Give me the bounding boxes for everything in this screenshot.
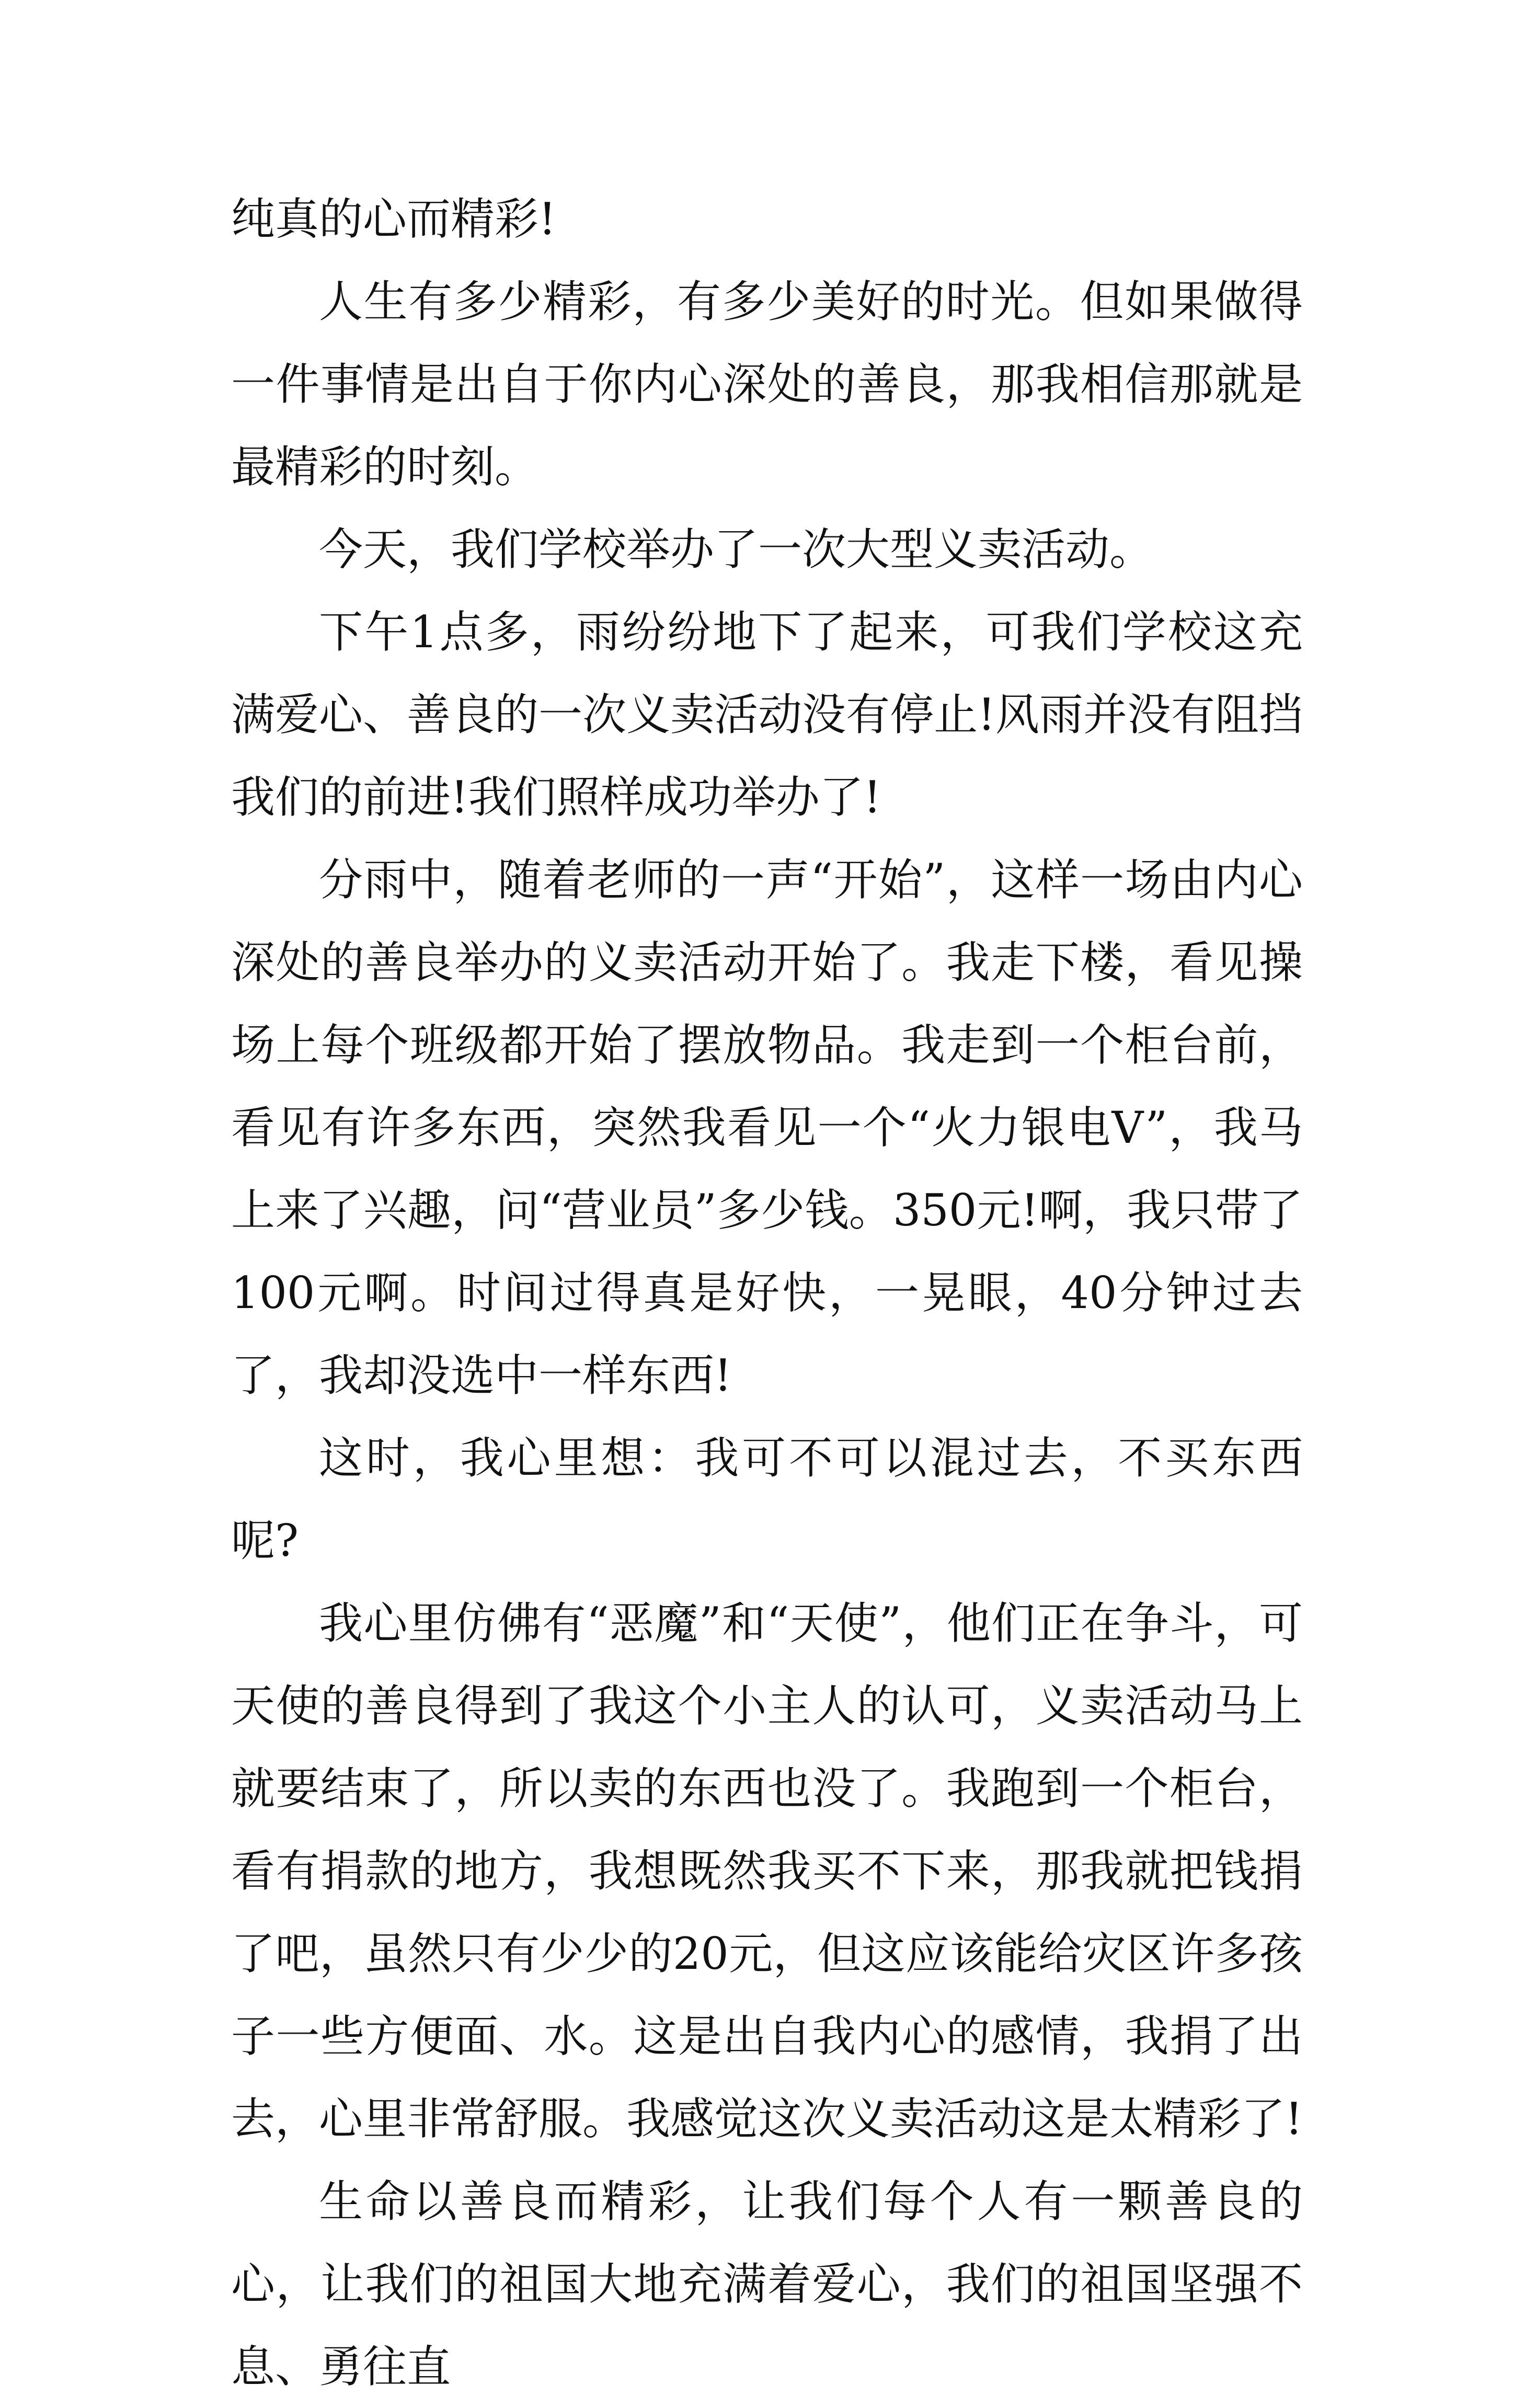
paragraph-event: 今天，我们学校举办了一次大型义卖活动。	[319, 524, 1154, 575]
paragraph-donation: 我心里仿佛有“恶魔”和“天使”，他们正在争斗，可天使的善良得到了我这个小主人的认可，义卖活动马上就要结束了，所以卖的东西也没了。我跑到一个柜台，看有捐款的地方，我想既然我买不下来，那我就把钱捐了吧，虽然只有少少的20元，但这应该能给灾区许多孩子一些方便面、水。这是出自我内心的感情，我捐了出去，心里非常舒服。我感觉这次义卖活动这是太精彩了!	[231, 1598, 1303, 2145]
paragraph-sale-start: 分雨中，随着老师的一声“开始”，这样一场由内心深处的善良举办的义卖活动开始了。我走下楼，看见操场上每个班级都开始了摆放物品。我走到一个柜台前，看见有许多东西，突然我看见一个“火力银电V”，我马上来了兴趣，问“营业员”多少钱。350元!啊，我只带了100元啊。时间过得真是好快，一晃眼，40分钟过去了，我却没选中一样东西!	[231, 854, 1303, 1401]
paragraph-conclusion: 生命以善良而精彩，让我们每个人有一颗善良的心，让我们的祖国大地充满着爱心，我们的祖国坚强不息、勇往直	[231, 2176, 1303, 2392]
paragraph-rain: 下午1点多，雨纷纷地下了起来，可我们学校这充满爱心、善良的一次义卖活动没有停止!风雨并没有阻挡我们的前进!我们照样成功举办了!	[231, 606, 1303, 823]
paragraph-thought: 这时，我心里想：我可不可以混过去，不买东西呢?	[231, 1432, 1303, 1566]
paragraph-intro: 人生有多少精彩，有多少美好的时光。但如果做得一件事情是出自于你内心深处的善良，那我相信那就是最精彩的时刻。	[231, 276, 1303, 492]
paragraph-continuation: 纯真的心而精彩!	[231, 193, 556, 245]
document-page	[231, 178, 1303, 2408]
